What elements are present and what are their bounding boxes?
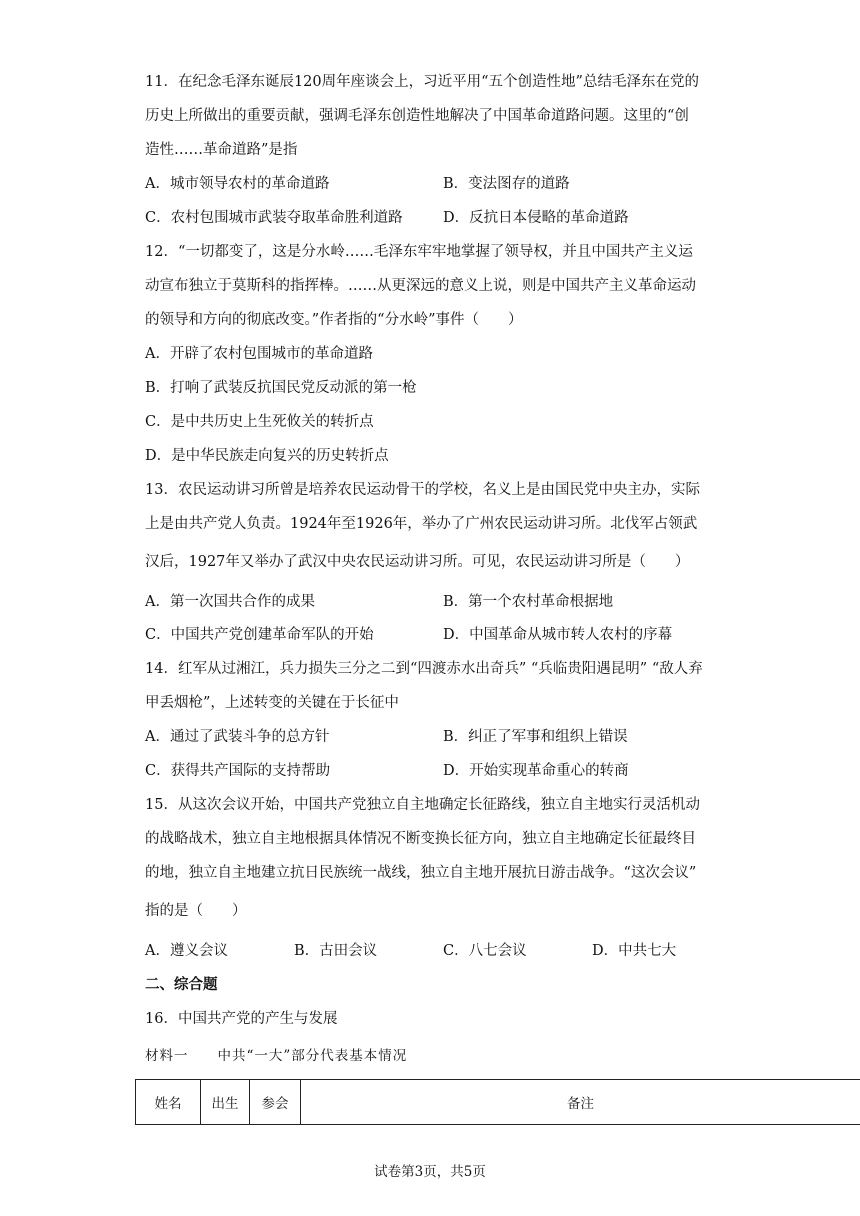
section-title: 二、综合题 <box>145 976 218 993</box>
q11-line-1: 11．在纪念毛泽东诞辰120周年座谈会上，习近平用“五个创造性地”总结毛泽东在党的 <box>145 74 699 90</box>
q15-line-1: 15．从这次会议开始，中国共产党独立自主地确定长征路线，独立自主地实行灵活机动 <box>145 797 700 813</box>
delegates-table <box>135 1079 860 1125</box>
q14-line-1: 14．红军从过湘江，兵力损失三分之二到“四渡赤水出奇兵” “兵临贵阳遇昆明” “敌人弃 <box>145 661 703 677</box>
q12-line-1: 12．“一切都变了，这是分水岭……毛泽东牢牢地掌握了领导权，并且中国共产主义运 <box>145 244 693 260</box>
q13-option-c: C．中国共产党创建革命军队的开始 <box>145 627 374 643</box>
q12-line-3: 的领导和方向的彻底改变。”作者指的“分水岭”事件（ ） <box>145 312 523 328</box>
q12-option-c: C．是中共历史上生死攸关的转折点 <box>145 414 374 430</box>
q12-option-a: A．开辟了农村包围城市的革命道路 <box>145 346 373 362</box>
q15-line-2: 的战略战术，独立自主地根据具体情况不断变换长征方向，独立自主地确定长征最终目 <box>145 831 696 847</box>
q13-option-a: A．第一次国共合作的成果 <box>145 594 315 610</box>
q16-title: 16．中国共产党的产生与发展 <box>145 1011 338 1027</box>
q11-option-b: B．变法图存的道路 <box>443 176 570 192</box>
q13-option-b: B．第一个农村革命根据地 <box>443 594 614 610</box>
q11-line-3: 造性……革命道路”是指 <box>145 142 298 158</box>
q15-line-4: 指的是（ ） <box>145 903 247 919</box>
q14-line-2: 甲丢烟枪”，上述转变的关键在于长征中 <box>145 695 399 711</box>
q14-option-a: A．通过了武装斗争的总方针 <box>145 729 330 745</box>
q15-option-a: A．遵义会议 <box>145 943 228 959</box>
q15-option-c: C．八七会议 <box>443 943 527 959</box>
page-footer: 试卷第3页，共5页 <box>374 1164 486 1180</box>
q14-option-d: D．开始实现革命重心的转商 <box>443 763 629 779</box>
table-header-name: 姓名 <box>136 1080 201 1125</box>
q14-option-c: C．获得共产国际的支持帮助 <box>145 763 331 779</box>
q13-line-1: 13．农民运动讲习所曾是培养农民运动骨干的学校，名义上是由国民党中央主办，实际 <box>145 482 700 498</box>
q11-option-a: A．城市领导农村的革命道路 <box>145 176 330 192</box>
table-header-row <box>136 1080 860 1125</box>
material-label: 材料一 中共“一大”部分代表基本情况 <box>145 1048 408 1064</box>
q13-line-3: 汉后，1927年又举办了武汉中央农民运动讲习所。可见，农民运动讲习所是（ ） <box>145 554 690 570</box>
q12-option-b: B．打响了武装反抗国民党反动派的第一枪 <box>145 380 417 396</box>
q14-option-b: B．纠正了军事和组织上错误 <box>443 729 628 745</box>
q13-option-d: D．中国革命从城市转人农村的序幕 <box>443 627 673 643</box>
q15-option-d: D．中共七大 <box>592 943 677 959</box>
q11-option-c: C．农村包围城市武装夺取革命胜利道路 <box>145 210 403 226</box>
q12-option-d: D．是中华民族走向复兴的历史转折点 <box>145 448 389 464</box>
q11-line-2: 历史上所做出的重要贡献，强调毛泽东创造性地解决了中国革命道路问题。这里的“创 <box>145 108 689 124</box>
table-header-birth: 出生 <box>201 1080 250 1125</box>
q15-option-b: B．古田会议 <box>294 943 378 959</box>
q12-line-2: 动宣布独立于莫斯科的指挥棒。……从更深远的意义上说，则是中国共产主义革命运动 <box>145 278 696 294</box>
q13-line-2: 上是由共产党人负责。1924年至1926年，举办了广州农民运动讲习所。北伐军占领武 <box>145 516 698 532</box>
table-header-notes: 备注 <box>301 1080 860 1125</box>
table-header-attend: 参会 <box>250 1080 301 1125</box>
q11-option-d: D．反抗日本侵略的革命道路 <box>443 210 629 226</box>
q15-line-3: 的地，独立自主地建立抗日民族统一战线，独立自主地开展抗日游击战争。“这次会议” <box>145 865 697 881</box>
